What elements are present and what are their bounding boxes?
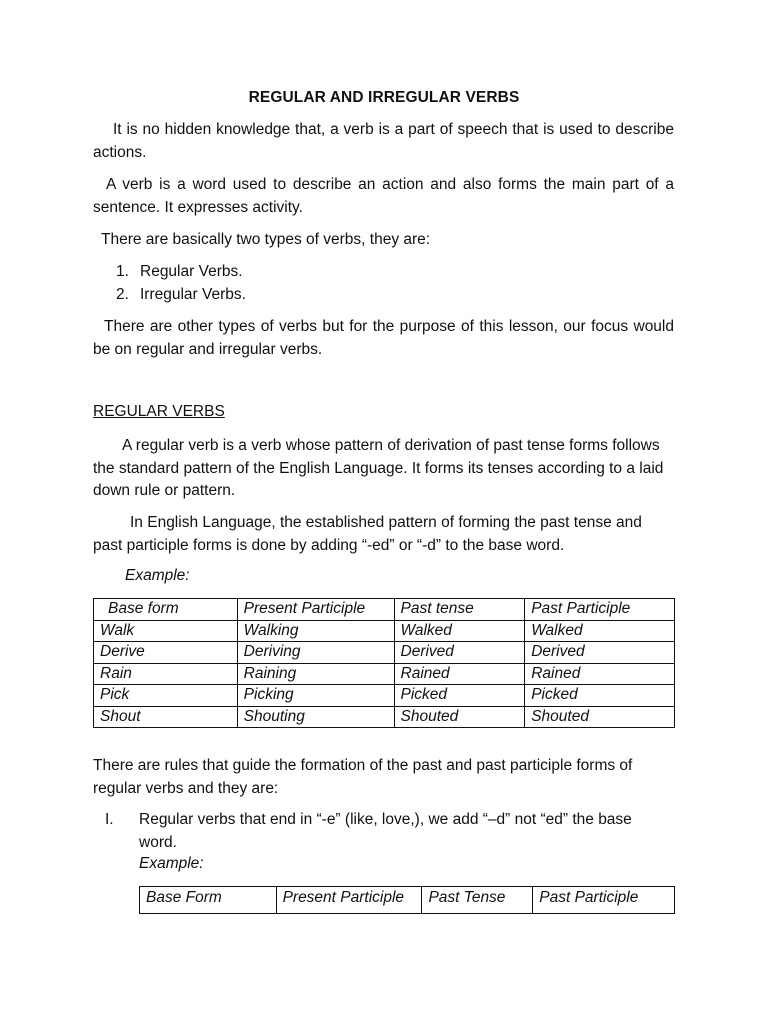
header-cell: Base Form bbox=[140, 887, 277, 914]
section-heading-regular-verbs: REGULAR VERBS bbox=[93, 403, 225, 420]
table-cell: Raining bbox=[237, 663, 394, 685]
intro-paragraph-3: There are basically two types of verbs, they are: bbox=[101, 231, 431, 248]
intro-paragraph-2: A verb is a word used to describe an action and also forms the main part of a sentence. It expresses activity. bbox=[93, 176, 674, 216]
verb-type-item-1 bbox=[116, 261, 243, 284]
verb-type-item-2 bbox=[116, 284, 246, 307]
table-header-row bbox=[140, 887, 675, 914]
regular-paragraph-1: A regular verb is a verb whose pattern of derivation of past tense forms follows the standard pattern of the English Language. It forms its tenses according to a laid down rule or pattern. bbox=[93, 437, 664, 499]
table-cell: Walked bbox=[525, 620, 675, 642]
document-title: REGULAR AND IRREGULAR VERBS bbox=[248, 89, 520, 106]
table-cell: Walking bbox=[237, 620, 394, 642]
header-cell: Past tense bbox=[394, 599, 525, 621]
table-cell: Walked bbox=[394, 620, 525, 642]
table-cell: Derived bbox=[394, 642, 525, 664]
table-cell: Rained bbox=[394, 663, 525, 685]
table-cell: Shouting bbox=[237, 706, 394, 728]
table-cell: Derived bbox=[525, 642, 675, 664]
table-cell: Walk bbox=[94, 620, 238, 642]
rule-roman-numeral: I. bbox=[105, 811, 114, 828]
table-cell: Shouted bbox=[394, 706, 525, 728]
header-cell: Present Participle bbox=[237, 599, 394, 621]
focus-paragraph: There are other types of verbs but for the purpose of this lesson, our focus would be on regular and irregular verbs. bbox=[93, 318, 674, 358]
table-cell: Rained bbox=[525, 663, 675, 685]
rule-example-label: Example: bbox=[139, 855, 204, 872]
header-cell: Present Participle bbox=[276, 887, 422, 914]
list-item-label: Irregular Verbs. bbox=[140, 286, 246, 303]
table-row bbox=[94, 685, 675, 707]
table-cell: Shouted bbox=[525, 706, 675, 728]
list-item-label: Regular Verbs. bbox=[140, 263, 243, 280]
table-row bbox=[94, 620, 675, 642]
intro-paragraph-1: It is no hidden knowledge that, a verb is a part of speech that is used to describe actions. bbox=[93, 121, 674, 161]
table-row bbox=[94, 706, 675, 728]
rule-1-example-table bbox=[139, 886, 675, 914]
header-cell: Past Participle bbox=[525, 599, 675, 621]
list-number: 1. bbox=[116, 263, 129, 280]
header-cell: Past Participle bbox=[533, 887, 675, 914]
table-cell: Picked bbox=[394, 685, 525, 707]
header-cell: Past Tense bbox=[422, 887, 533, 914]
table-cell: Shout bbox=[94, 706, 238, 728]
header-cell: Base form bbox=[94, 599, 238, 621]
table-cell: Picked bbox=[525, 685, 675, 707]
table-cell: Pick bbox=[94, 685, 238, 707]
table-cell: Picking bbox=[237, 685, 394, 707]
table-cell: Rain bbox=[94, 663, 238, 685]
regular-paragraph-2: In English Language, the established pattern of forming the past tense and past participle forms is done by adding “-ed” or “-d” to the base word. bbox=[93, 514, 642, 554]
rule-text: Regular verbs that end in “-e” (like, love,), we add “–d” not “ed” the base word. bbox=[139, 811, 632, 851]
table-row bbox=[94, 642, 675, 664]
table-row bbox=[94, 663, 675, 685]
table-cell: Deriving bbox=[237, 642, 394, 664]
table-header-row bbox=[94, 599, 675, 621]
regular-verbs-table bbox=[93, 598, 675, 728]
rules-intro-paragraph: There are rules that guide the formation of the past and past participle forms of regular verbs and they are: bbox=[93, 757, 633, 797]
example-label: Example: bbox=[125, 567, 190, 584]
table-cell: Derive bbox=[94, 642, 238, 664]
list-number: 2. bbox=[116, 286, 129, 303]
